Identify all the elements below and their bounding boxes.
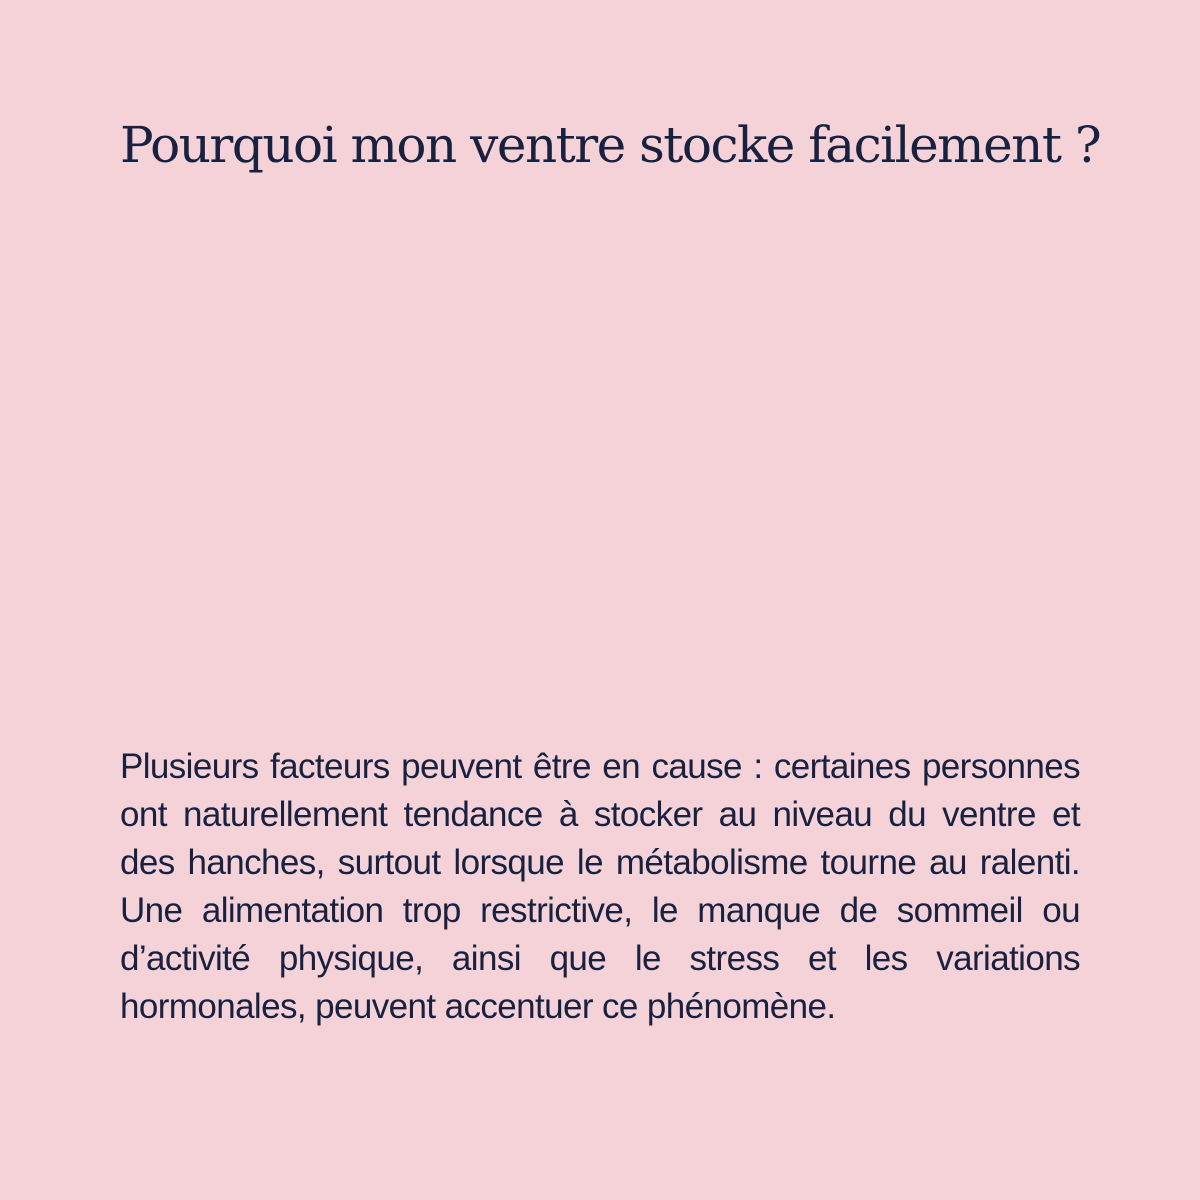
slide-body-paragraph: Plusieurs facteurs peuvent être en cause : certaines personnes ont naturellement tendance à stocker au niveau du ventre et des hanches, surtout lorsque le métabolisme tourne au ralenti. Une alimentation trop restrictive, le manque de sommeil ou d’activité physique, ainsi que le stress et les variations hormonales, peuvent accentuer ce phénomène. <box>120 747 1080 1026</box>
slide-title: Pourquoi mon ventre stocke facilement ? <box>120 116 1101 174</box>
